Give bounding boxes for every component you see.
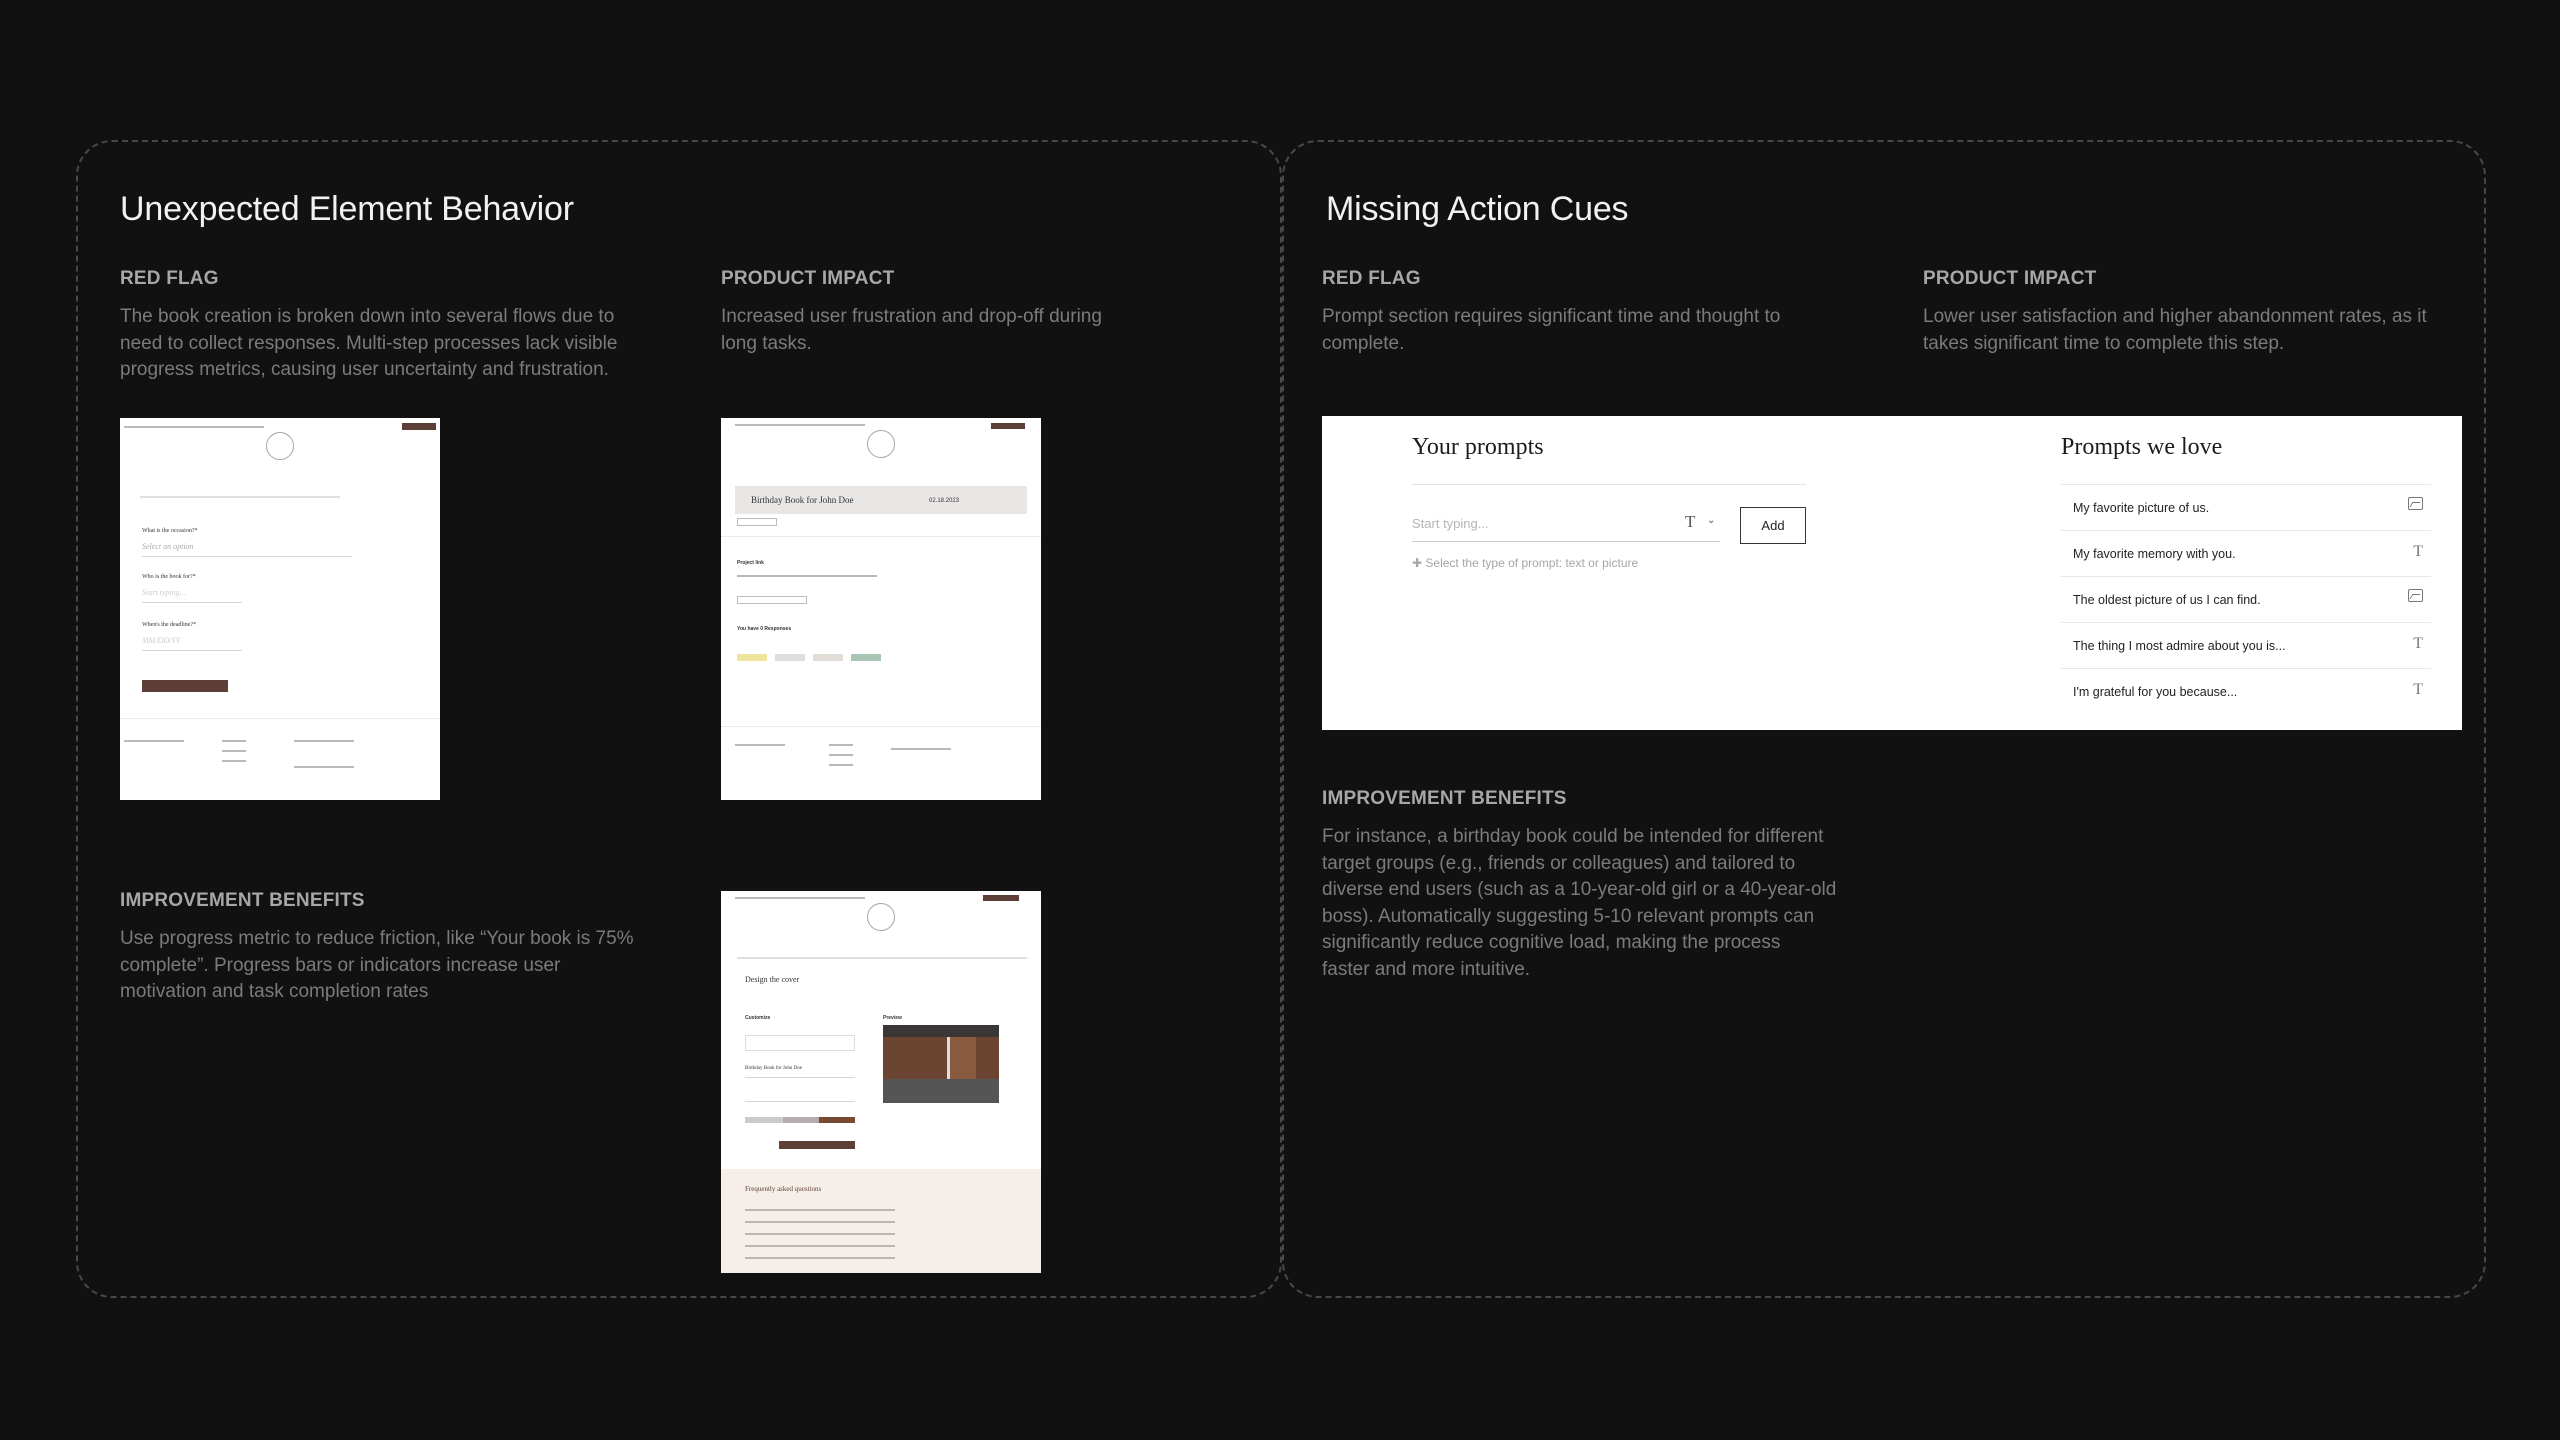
card-title: Missing Action Cues	[1326, 190, 1629, 228]
product-impact-label: PRODUCT IMPACT	[721, 268, 895, 289]
prompt-type-hint: ✚ Select the type of prompt: text or picture	[1412, 556, 1639, 570]
improvement-benefits-label: IMPROVEMENT BENEFITS	[1322, 788, 1567, 809]
image-icon	[2408, 497, 2423, 515]
add-button[interactable]: Add	[1740, 507, 1806, 544]
product-impact-label: PRODUCT IMPACT	[1923, 268, 2097, 289]
improvement-benefits-text: Use progress metric to reduce friction, like “Your book is 75% complete”. Progress bars or indicators increase user motivation and task completion rates	[120, 928, 634, 1002]
improvement-benefits-text: For instance, a birthday book could be intended for different target groups (e.g., friends or colleagues) and tailored to diverse end users (such as a 10-year-old girl or a 40-year-old boss). Automatically suggesting 5-10 relevant prompts can significantly reduce cognitive load, making the process faster and more intuitive.	[1322, 826, 1837, 980]
image-icon	[2408, 589, 2423, 607]
red-flag-text: The book creation is broken down into several flows due to need to collect responses. Multi-step processes lack visible progress metrics, causing user uncertainty and frustration.	[120, 306, 618, 380]
card-title: Unexpected Element Behavior	[120, 190, 574, 228]
prompts-we-love-title: Prompts we love	[2061, 434, 2223, 460]
screenshot-design-cover: Design the cover Customize Preview Birthday Book for John Doe Frequently asked questions	[721, 891, 1041, 1273]
red-flag-label: RED FLAG	[120, 268, 219, 289]
text-icon: T	[2413, 681, 2423, 698]
logo-icon	[867, 430, 895, 458]
screenshot-occasion-form: What is the occasion?* Select an option Who is the book for?* Start typing... When's the deadline?* MM/DD/YY	[120, 418, 440, 800]
love-item[interactable]: My favorite picture of us.	[2061, 484, 2431, 531]
text-icon: T	[2413, 635, 2423, 652]
logo-icon	[867, 903, 895, 931]
screenshot-project-dashboard: Birthday Book for John Doe 02.18.2023 Project link You have 0 Responses	[721, 418, 1041, 800]
love-item[interactable]: I'm grateful for you because... T	[2061, 668, 2431, 715]
text-icon: T	[2413, 543, 2423, 560]
your-prompts-title: Your prompts	[1412, 434, 1544, 460]
logo-icon	[266, 432, 294, 460]
red-flag-text: Prompt section requires significant time and thought to complete.	[1322, 306, 1781, 354]
text-type-icon[interactable]: T	[1685, 512, 1696, 531]
red-flag-label: RED FLAG	[1322, 268, 1421, 289]
chevron-down-icon[interactable]: ⌄	[1707, 515, 1716, 526]
next-button[interactable]	[142, 680, 228, 692]
love-item[interactable]: The thing I most admire about you is... T	[2061, 622, 2431, 669]
prompt-input[interactable]: Start typing...	[1412, 516, 1489, 531]
screenshot-prompts	[1322, 416, 2462, 730]
product-impact-text: Increased user frustration and drop-off during long tasks.	[721, 306, 1102, 354]
love-item[interactable]: The oldest picture of us I can find.	[2061, 576, 2431, 623]
love-item[interactable]: My favorite memory with you. T	[2061, 530, 2431, 577]
product-impact-text: Lower user satisfaction and higher abandonment rates, as it takes significant time to complete this step.	[1923, 306, 2427, 354]
improvement-benefits-label: IMPROVEMENT BENEFITS	[120, 890, 365, 911]
